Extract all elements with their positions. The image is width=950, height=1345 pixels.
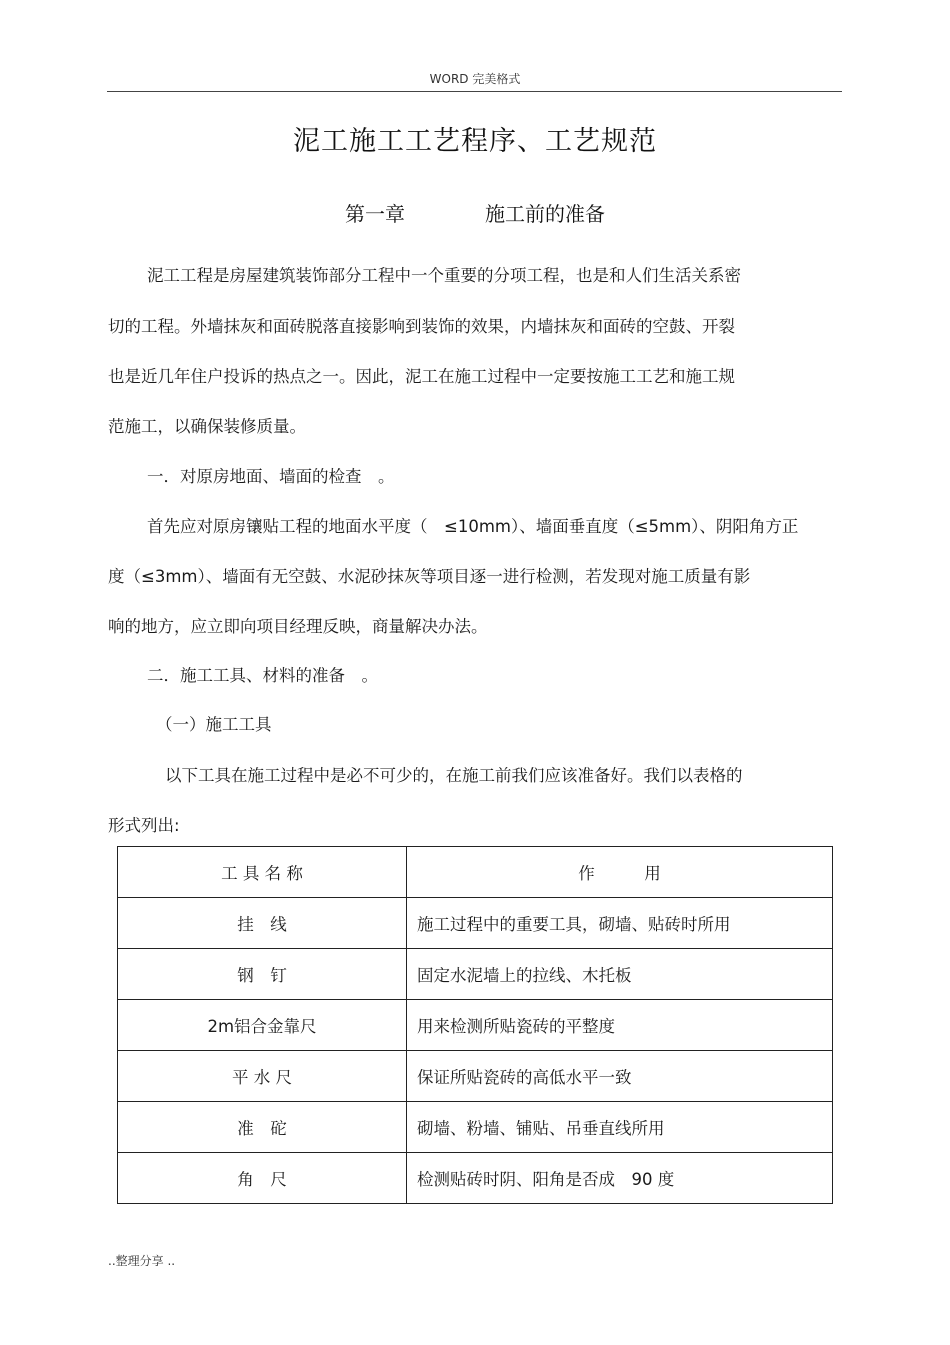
tool-name-cell: 挂 线	[118, 898, 407, 949]
header-divider	[107, 91, 842, 92]
tools-table	[117, 846, 833, 1204]
tool-name-cell: 平 水 尺	[118, 1051, 407, 1102]
section1-line-1: 首先应对原房镶贴工程的地面水平度（ ≤10mm）、墙面垂直度（≤5mm）、阴阳角方正	[147, 517, 799, 536]
table-row	[118, 1000, 833, 1051]
section2-subheading: （一）施工工具	[156, 715, 272, 734]
tool-usage-cell: 施工过程中的重要工具，砌墙、贴砖时所用	[407, 898, 833, 949]
tool-name-cell: 钢 钉	[118, 949, 407, 1000]
tool-usage-cell: 用来检测所贴瓷砖的平整度	[407, 1000, 833, 1051]
table-row	[118, 1051, 833, 1102]
tool-name-cell: 2m铝合金靠尺	[118, 1000, 407, 1051]
column-header-tool-name: 工 具 名 称	[118, 847, 407, 898]
table-header-row	[118, 847, 833, 898]
chapter-number: 第一章	[345, 202, 405, 226]
chapter-name: 施工前的准备	[485, 202, 605, 226]
section2-line-2: 形式列出:	[108, 816, 180, 835]
tool-name-cell: 准 砣	[118, 1102, 407, 1153]
intro-line-3: 也是近几年住户投诉的热点之一。因此，泥工在施工过程中一定要按施工工艺和施工规	[108, 367, 735, 386]
section1-line-3: 响的地方，应立即向项目经理反映，商量解决办法。	[108, 617, 488, 636]
section1-line-2: 度（≤3mm）、墙面有无空鼓、水泥砂抹灰等项目逐一进行检测，若发现对施工质量有影	[108, 567, 751, 586]
table-row	[118, 1153, 833, 1204]
section2-heading: 二．施工工具、材料的准备 。	[147, 666, 378, 685]
table-row	[118, 1102, 833, 1153]
page-footer: ..整理分享 ..	[108, 1254, 176, 1268]
intro-line-2: 切的工程。外墙抹灰和面砖脱落直接影响到装饰的效果，内墙抹灰和面砖的空鼓、开裂	[108, 317, 735, 336]
tool-usage-cell: 检测贴砖时阴、阳角是否成 90 度	[407, 1153, 833, 1204]
table-row	[118, 898, 833, 949]
table-row	[118, 949, 833, 1000]
document-title: 泥工施工工艺程序、工艺规范	[293, 126, 657, 157]
intro-line-1: 泥工工程是房屋建筑装饰部分工程中一个重要的分项工程，也是和人们生活关系密	[147, 266, 741, 285]
section1-heading: 一．对原房地面、墙面的检查 。	[147, 467, 395, 486]
section2-line-1: 以下工具在施工过程中是必不可少的，在施工前我们应该准备好。我们以表格的	[165, 766, 743, 785]
chapter-heading	[0, 198, 950, 227]
tool-usage-cell: 砌墙、粉墙、铺贴、吊垂直线所用	[407, 1102, 833, 1153]
tool-name-cell: 角 尺	[118, 1153, 407, 1204]
tool-usage-cell: 固定水泥墙上的拉线、木托板	[407, 949, 833, 1000]
column-header-usage: 作 用	[407, 847, 833, 898]
intro-line-4: 范施工，以确保装修质量。	[108, 417, 306, 436]
tool-usage-cell: 保证所贴瓷砖的高低水平一致	[407, 1051, 833, 1102]
page-header: WORD 完美格式	[429, 72, 521, 86]
